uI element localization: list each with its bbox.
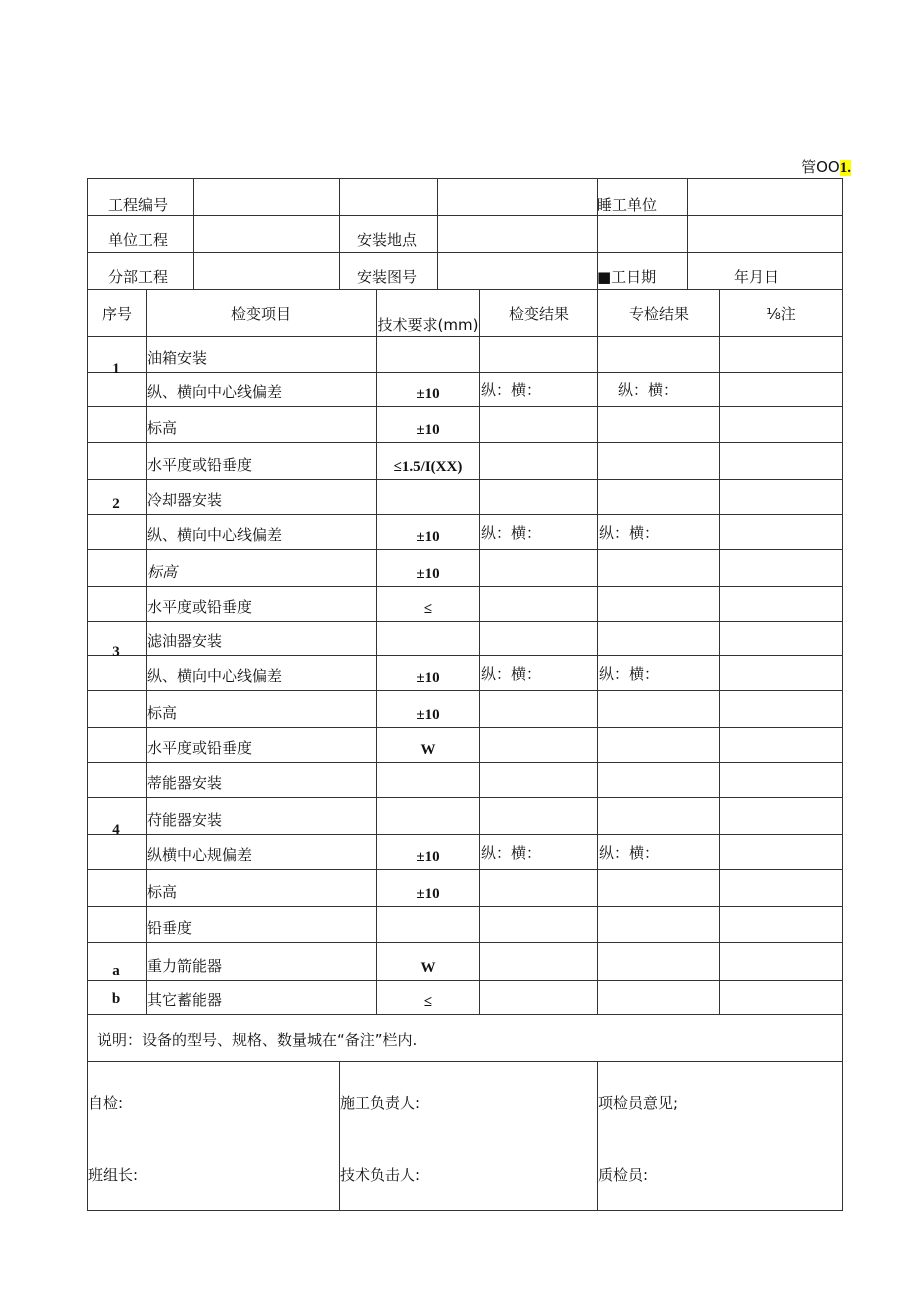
sign-quality-inspector: 质检员: — [598, 1166, 649, 1184]
row-special: 纵：横： — [599, 844, 660, 862]
row-check: 纵：横： — [481, 524, 542, 542]
row-special: 纵：横： — [599, 665, 660, 683]
row-seq: a — [112, 963, 120, 979]
grid-line — [87, 621, 843, 622]
row-seq: b — [111, 991, 121, 1007]
row-tech: ≤ — [423, 994, 433, 1010]
col-header-check: 检变结果 — [508, 305, 570, 323]
document-code — [801, 156, 851, 177]
grid-line — [376, 289, 377, 1015]
row-tech: ≤1.5/I(XX) — [393, 459, 463, 475]
grid-line — [87, 1061, 843, 1062]
row-item: 标高 — [147, 704, 178, 722]
table-note: 说明：设备的型号、规格、数量城在“备注”栏内. — [97, 1031, 418, 1049]
row-tech: ≤ — [423, 601, 433, 617]
grid-line — [87, 834, 843, 835]
row-tech: ±10 — [416, 707, 440, 723]
grid-line — [87, 906, 843, 907]
grid-line — [87, 869, 843, 870]
label-construction-unit: 睡工单位 — [597, 196, 658, 214]
label-project-no: 工程编号 — [108, 196, 169, 214]
sign-tech-lead: 技术负击人: — [340, 1166, 421, 1184]
grid-line — [87, 442, 843, 443]
grid-line — [339, 1061, 340, 1211]
row-seq: 1 — [112, 361, 120, 377]
col-header-item: 检变项目 — [230, 305, 292, 323]
sign-construction-lead: 施工负责人: — [340, 1094, 421, 1112]
row-item: 其它蓄能器 — [147, 991, 223, 1009]
label-unit-project: 单位工程 — [108, 231, 169, 249]
grid-line — [193, 178, 194, 290]
row-seq: 3 — [112, 644, 120, 660]
grid-line — [87, 215, 843, 216]
row-item: 重力箭能器 — [147, 957, 223, 975]
grid-line — [87, 549, 843, 550]
row-item: 标高 — [147, 883, 178, 901]
grid-line — [719, 289, 720, 1015]
grid-line — [87, 336, 843, 337]
row-check: 纵：横： — [481, 665, 542, 683]
row-tech: ±10 — [416, 886, 440, 902]
grid-line — [87, 942, 843, 943]
grid-line — [339, 178, 340, 290]
grid-line — [87, 1014, 843, 1015]
row-item: 铅垂度 — [147, 919, 193, 937]
row-item: 水平度或铅垂度 — [147, 598, 253, 616]
row-item: 纵、横向中心线偏差 — [147, 526, 283, 544]
col-header-tech — [378, 316, 479, 334]
row-special: 纵：横： — [618, 381, 679, 399]
row-item: 纵横中心规偏差 — [147, 846, 253, 864]
document-code-prefix: 管OO — [801, 158, 840, 176]
col-header-seq: 序号 — [101, 305, 133, 323]
col-header-special: 专检结果 — [628, 305, 690, 323]
row-item: 标高 — [147, 419, 178, 437]
row-tech: W — [420, 742, 436, 758]
grid-line — [842, 178, 843, 1211]
grid-line — [87, 406, 843, 407]
row-tech: W — [420, 960, 436, 976]
row-item: 纵、横向中心线偏差 — [147, 383, 283, 401]
grid-line — [87, 655, 843, 656]
row-item: 滤油器安装 — [147, 632, 223, 650]
label-sub-project: 分部工程 — [108, 268, 169, 286]
row-item: 冷却器安装 — [147, 491, 223, 509]
row-check: 纵：横： — [481, 844, 542, 862]
grid-line — [437, 178, 438, 290]
sign-self-check: 自检: — [88, 1094, 124, 1112]
row-tech: ±10 — [416, 670, 440, 686]
grid-line — [687, 178, 688, 290]
grid-line — [87, 1210, 843, 1211]
grid-line — [87, 797, 843, 798]
grid-line — [87, 514, 843, 515]
sign-inspector-opinion: 项检员意见; — [598, 1094, 679, 1112]
row-tech: ±10 — [416, 529, 440, 545]
grid-line — [597, 1061, 598, 1211]
grid-line — [87, 289, 843, 290]
grid-line — [87, 479, 843, 480]
col-header-tech-text: 技术要求(mm) — [377, 316, 479, 334]
date-placeholder: 年月日 — [734, 268, 780, 286]
grid-line — [87, 762, 843, 763]
row-item: 水平度或铅垂度 — [147, 456, 253, 474]
row-check: 纵：横： — [481, 381, 542, 399]
row-special: 纵：横： — [599, 524, 660, 542]
grid-line — [87, 372, 843, 373]
grid-line — [87, 690, 843, 691]
label-install-location: 安装地点 — [357, 231, 418, 249]
grid-line — [87, 178, 88, 1211]
row-seq: 2 — [112, 496, 120, 512]
row-seq: 4 — [112, 822, 120, 838]
row-tech: ±10 — [416, 386, 440, 402]
grid-line — [87, 252, 843, 253]
grid-line — [87, 586, 843, 587]
grid-line — [87, 980, 843, 981]
row-item: 苻能器安装 — [147, 811, 223, 829]
grid-line — [87, 727, 843, 728]
grid-line — [597, 289, 598, 1015]
row-item: 油箱安装 — [147, 349, 208, 367]
sign-team-leader: 班组长: — [88, 1166, 139, 1184]
row-item: 标高 — [147, 563, 178, 581]
document-code-highlight: 1. — [839, 160, 851, 176]
row-tech: ±10 — [416, 566, 440, 582]
row-tech: ±10 — [416, 422, 440, 438]
row-item: 蒂能器安装 — [147, 774, 223, 792]
col-header-note: ⅛注 — [766, 305, 796, 323]
row-item: 水平度或铅垂度 — [147, 739, 253, 757]
label-install-drawing: 安装图号 — [357, 268, 418, 286]
grid-line — [87, 178, 843, 179]
grid-line — [479, 289, 480, 1015]
label-work-date: ■工日期 — [597, 268, 657, 286]
row-tech: ±10 — [416, 849, 440, 865]
row-item: 纵、横向中心线偏差 — [147, 667, 283, 685]
